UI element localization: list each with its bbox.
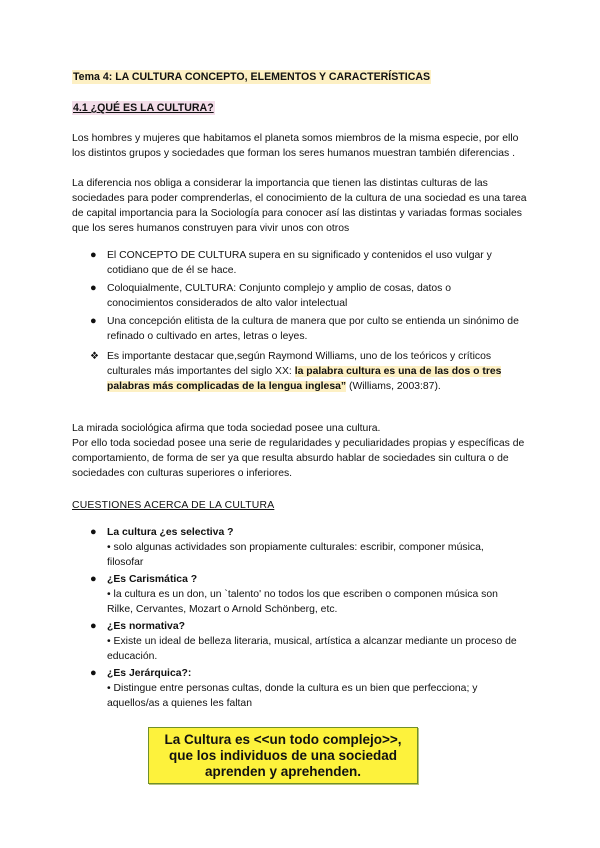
list-item: ● Coloquialmente, CULTURA: Conjunto complejo y amplio de cosas, datos o conocimientos considerados de alto valor intelectual bbox=[90, 282, 452, 309]
section-heading: 4.1 ¿QUÉ ES LA CULTURA? bbox=[73, 102, 214, 114]
paragraph-3: La mirada sociológica afirma que toda sociedad posee una cultura. bbox=[72, 423, 381, 434]
diamond-bullet-icon: ❖ bbox=[90, 351, 99, 362]
question-text: La cultura ¿es selectiva ? bbox=[107, 527, 234, 538]
williams-quote bbox=[90, 349, 537, 394]
callout-line-1: La Cultura es <<un todo complejo>>, bbox=[164, 731, 402, 747]
answer-text: • Existe un ideal de belleza literaria, musical, artística a alcanzar mediante un proceso de educación. bbox=[107, 636, 517, 662]
concept-bullet-list bbox=[90, 248, 520, 347]
question-item bbox=[90, 572, 520, 617]
quote-citation: (Williams, 2003:87). bbox=[346, 381, 441, 392]
question-text: ¿Es Carismática ? bbox=[107, 574, 198, 585]
bullet-icon: ● bbox=[90, 573, 97, 585]
bullet-icon: ● bbox=[90, 667, 97, 679]
intro-paragraph-1: Los hombres y mujeres que habitamos el planeta somos miembros de la misma especie, por ello los distintos grupos y sociedades que forman los seres humanos muestran también diferencias . bbox=[72, 133, 519, 159]
paragraph-4: Por ello toda sociedad posee una serie de regularidades y peculiaridades propias y específicas de comportamiento, de forma de ser ya que resulta absurdo hablar de sociedades sin cultura o de sociedades con culturas superiores o inferiores. bbox=[72, 438, 525, 479]
bullet-icon: ● bbox=[90, 282, 97, 294]
callout-line-3: aprenden y aprehenden. bbox=[204, 763, 362, 779]
list-item: ● Una concepción elitista de la cultura de manera que por culto se entienda un sinónimo de refinado o cultivado en artes, letras o leyes. bbox=[90, 315, 519, 342]
bullet-icon: ● bbox=[90, 526, 97, 538]
questions-heading: CUESTIONES ACERCA DE LA CULTURA bbox=[72, 500, 275, 511]
bullet-icon: ● bbox=[90, 315, 97, 327]
bullet-icon: ● bbox=[90, 620, 97, 632]
answer-text: • la cultura es un don, un `talento' no todos los que escriben o componen música son Rilke, Cervantes, Mozart o Arnold Schönberg, etc. bbox=[107, 589, 498, 615]
quote-highlight: la palabra cultura es una de las dos o tres palabras más complicadas de la lengua inglesa” bbox=[107, 366, 502, 392]
questions-list bbox=[90, 525, 520, 713]
question-item bbox=[90, 666, 520, 711]
culture-definition-callout bbox=[148, 727, 418, 784]
list-item: ● El CONCEPTO DE CULTURA supera en su significado y contenidos el uso vulgar y cotidiano que de él se hace. bbox=[90, 249, 492, 276]
quote-lead: Es importante destacar que,según Raymond Williams, uno de los teóricos y críticos culturales más importantes del siglo XX: bbox=[107, 351, 492, 377]
answer-text: • solo algunas actividades son propiamente culturales: escribir, componer música, filosofar bbox=[107, 542, 484, 568]
question-text: ¿Es Jerárquica?: bbox=[107, 668, 192, 679]
question-item bbox=[90, 619, 520, 664]
answer-text: • Distingue entre personas cultas, donde la cultura es un bien que perfecciona; y aquellos/as a quienes les faltan bbox=[107, 683, 478, 709]
intro-paragraph-2: La diferencia nos obliga a considerar la importancia que tienen las distintas culturas de las sociedades para poder comprenderlas, el conocimiento de la cultura de una sociedad es una tarea de capital importancia para la Sociología para conocer así las distintas y variadas formas sociales que los seres humanos construyen para vivir unos con otros bbox=[72, 178, 527, 234]
question-item bbox=[90, 525, 520, 570]
question-text: ¿Es normativa? bbox=[107, 621, 185, 632]
document-title: Tema 4: LA CULTURA CONCEPTO, ELEMENTOS Y CARACTERÍSTICAS bbox=[73, 71, 431, 83]
bullet-icon: ● bbox=[90, 249, 97, 261]
callout-line-2: que los individuos de una sociedad bbox=[168, 747, 398, 763]
